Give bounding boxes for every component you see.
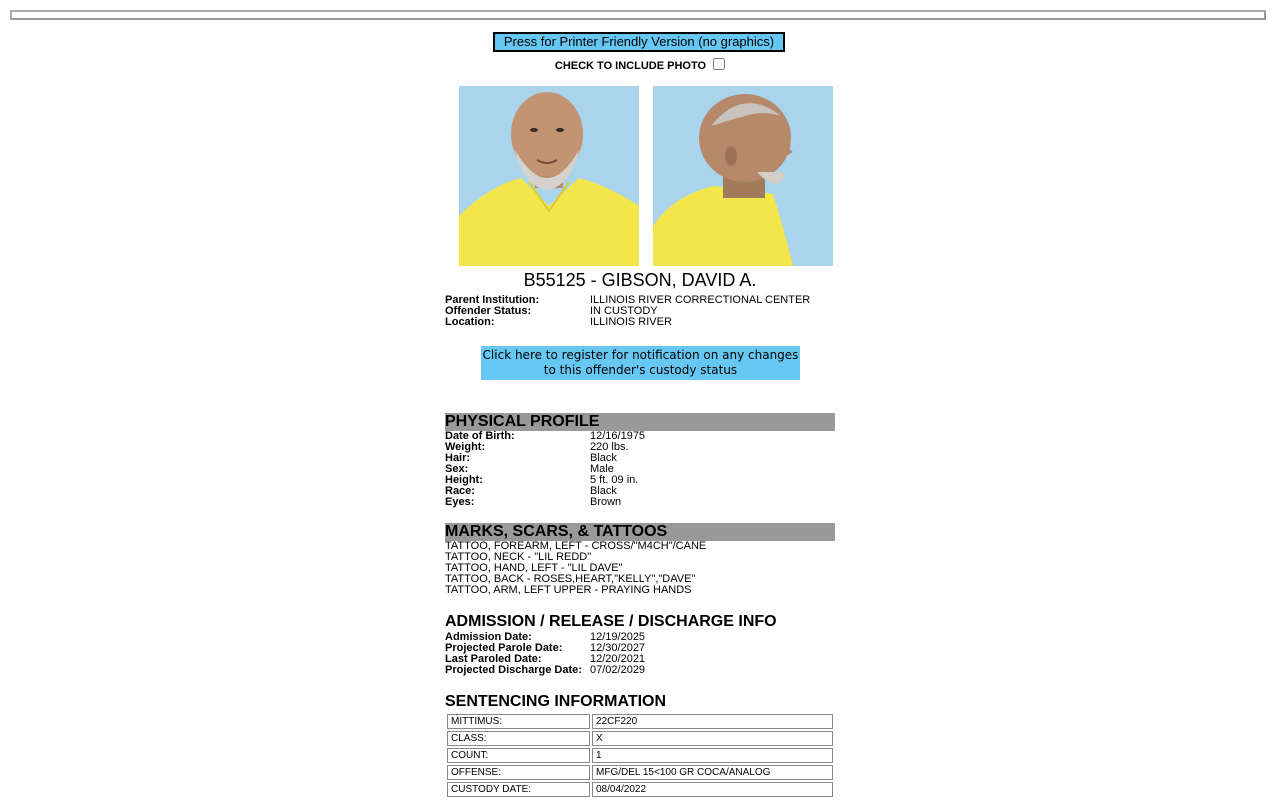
table-row [447, 782, 833, 797]
status-label: Offender Status: [445, 305, 532, 317]
admission-label: Admission Date: [445, 631, 532, 643]
profile-value: Black [590, 452, 617, 464]
admission-label: Projected Discharge Date: [445, 664, 582, 676]
side-mugshot-photo [653, 86, 833, 266]
marks-heading: MARKS, SCARS, & TATTOOS [445, 523, 835, 541]
profile-label: Sex: [445, 463, 469, 475]
profile-label: Weight: [445, 441, 486, 453]
table-row [447, 731, 833, 746]
profile-value: Brown [590, 496, 622, 508]
profile-label: Eyes: [445, 496, 475, 508]
status-value: ILLINOIS RIVER [590, 316, 672, 328]
profile-row [445, 486, 835, 497]
physical-profile [445, 431, 835, 508]
admission-value: 12/19/2025 [590, 631, 646, 643]
sentencing-label: COUNT: [447, 748, 590, 763]
status-value: IN CUSTODY [590, 305, 658, 317]
marks-list [445, 541, 835, 596]
status-label: Location: [445, 316, 495, 328]
profile-row [445, 453, 835, 464]
sentencing-value: 22CF220 [592, 714, 833, 729]
profile-row [445, 497, 835, 508]
sentencing-value: 08/04/2022 [592, 782, 833, 797]
list-item: TATTOO, NECK - "LIL REDD" [445, 551, 592, 563]
offender-name-heading: B55125 - GIBSON, DAVID A. [523, 270, 757, 290]
include-photo-row [0, 58, 1280, 72]
status-info [445, 295, 835, 328]
sentencing-table [445, 712, 835, 799]
sentencing-label: OFFENSE: [447, 765, 590, 780]
profile-value: 220 lbs. [590, 441, 629, 453]
sentencing-value: X [592, 731, 833, 746]
profile-label: Hair: [445, 452, 471, 464]
profile-row [445, 442, 835, 453]
admission-label: Projected Parole Date: [445, 642, 563, 654]
profile-label: Date of Birth: [445, 430, 515, 442]
admission-label: Last Paroled Date: [445, 653, 542, 665]
admission-row [445, 665, 835, 676]
status-value: ILLINOIS RIVER CORRECTIONAL CENTER [590, 294, 811, 306]
sentencing-label: MITTIMUS: [447, 714, 590, 729]
printer-friendly-button[interactable]: Press for Printer Friendly Version (no graphics) [493, 32, 785, 52]
admission-info [445, 632, 835, 676]
admission-heading: ADMISSION / RELEASE / DISCHARGE INFO [445, 613, 777, 630]
admission-value: 12/30/2027 [590, 642, 646, 654]
front-mugshot-photo [459, 86, 639, 266]
profile-label: Height: [445, 474, 483, 486]
top-frame-bar [10, 10, 1266, 20]
table-row [447, 765, 833, 780]
sentencing-value: MFG/DEL 15<100 GR COCA/ANALOG [592, 765, 833, 780]
profile-value: 5 ft. 09 in. [590, 474, 639, 486]
table-row [447, 714, 833, 729]
status-label: Parent Institution: [445, 294, 540, 306]
profile-label: Race: [445, 485, 475, 497]
admission-value: 12/20/2021 [590, 653, 646, 665]
list-item: TATTOO, FOREARM, LEFT - CROSS/"M4CH"/CANE [445, 540, 707, 552]
sentencing-value: 1 [592, 748, 833, 763]
custody-notification-button[interactable]: Click here to register for notification on any changes to this offender's custody status [481, 346, 800, 380]
list-item: TATTOO, ARM, LEFT UPPER - PRAYING HANDS [445, 584, 692, 596]
profile-row [445, 475, 835, 486]
list-item: TATTOO, BACK - ROSES,HEART,"KELLY","DAVE" [445, 573, 696, 585]
admission-value: 07/02/2029 [590, 664, 646, 676]
physical-profile-heading: PHYSICAL PROFILE [445, 413, 835, 431]
table-row [447, 748, 833, 763]
profile-value: 12/16/1975 [590, 430, 646, 442]
sentencing-label: CUSTODY DATE: [447, 782, 590, 797]
sentencing-label: CLASS: [447, 731, 590, 746]
profile-row [445, 464, 835, 475]
status-row [445, 317, 835, 328]
list-item: TATTOO, HAND, LEFT - "LIL DAVE" [445, 562, 623, 574]
profile-row [445, 431, 835, 442]
profile-value: Male [590, 463, 614, 475]
include-photo-checkbox[interactable] [713, 58, 725, 70]
include-photo-label: CHECK TO INCLUDE PHOTO [554, 60, 707, 72]
sentencing-heading: SENTENCING INFORMATION [445, 693, 667, 710]
profile-value: Black [590, 485, 617, 497]
